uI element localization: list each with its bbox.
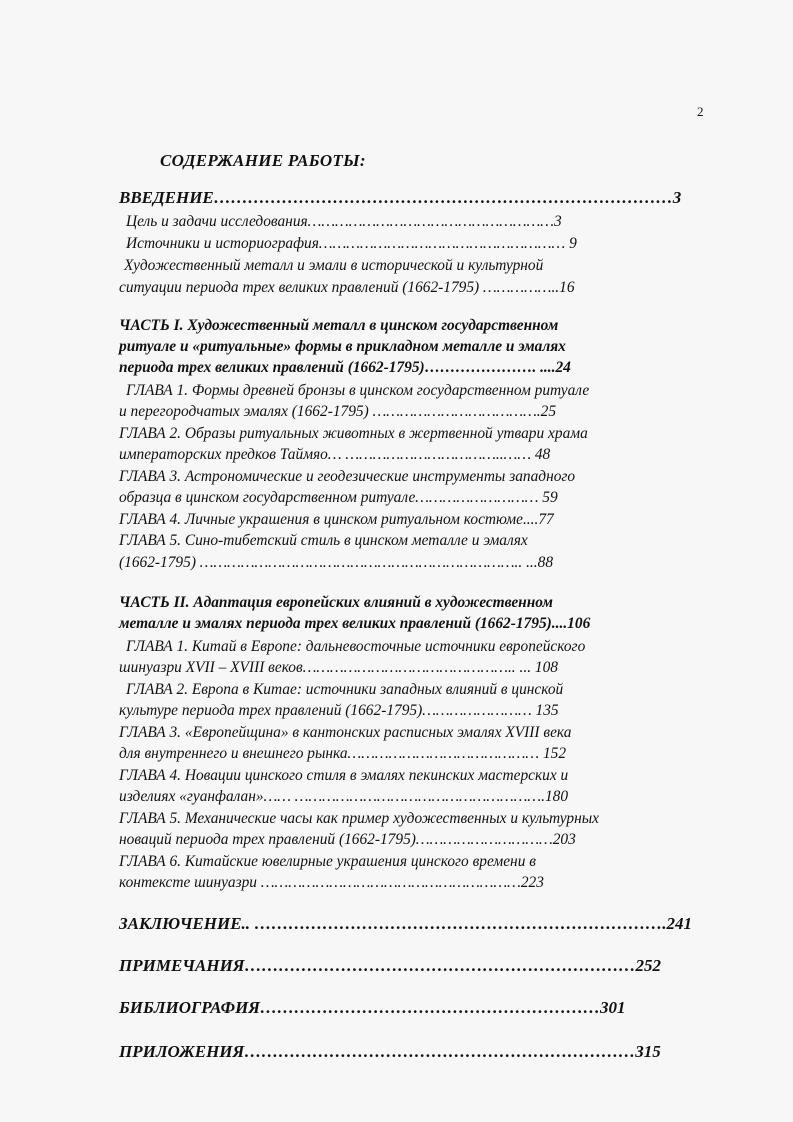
toc-chapter: ГЛАВА 2. Образы ритуальных животных в жертвенной утвари храма bbox=[119, 425, 588, 442]
toc-chapter: ГЛАВА 4. Новации цинского стиля в эмалях пекинских мастерских и bbox=[119, 767, 569, 784]
toc-conclusion: ЗАКЛЮЧЕНИЕ.. ……………………………………………………………….241 bbox=[119, 914, 693, 933]
toc-chapter: (1662-1795) …………………………………………………………….. ...88 bbox=[119, 554, 554, 571]
toc-part2-heading: ЧАСТЬ II. Адаптация европейских влияний в художественном bbox=[119, 594, 553, 611]
toc-chapter: ГЛАВА 5. Сино-тибетский стиль в цинском металле и эмалях bbox=[119, 532, 528, 549]
toc-chapter: ГЛАВА 4. Личные украшения в цинском ритуальном костюме....77 bbox=[119, 511, 554, 528]
toc-chapter: ГЛАВА 3. «Европейщина» в кантонских расписных эмалях XVIII века bbox=[119, 724, 572, 741]
toc-intro-item: Цель и задачи исследования………………………………………………3 bbox=[126, 213, 562, 230]
toc-chapter: ГЛАВА 2. Европа в Китае: источники западных влияний в цинской bbox=[126, 681, 564, 698]
toc-chapter: ГЛАВА 6. Китайские ювелирные украшения цинского времени в bbox=[119, 853, 536, 870]
toc-intro-item: Источники и историография……………………………………………… 9 bbox=[126, 235, 577, 252]
toc-intro-item: ситуации периода трех великих правлений (1662-1795) ……………..16 bbox=[119, 279, 575, 296]
page-title: СОДЕРЖАНИЕ РАБОТЫ: bbox=[160, 151, 366, 170]
toc-chapter: ГЛАВА 5. Механические часы как пример художественных и культурных bbox=[119, 810, 599, 827]
toc-part1-heading: ЧАСТЬ I. Художественный металл в цинском государственном bbox=[119, 317, 559, 334]
toc-intro-item: Художественный металл и эмали в исторической и культурной bbox=[124, 257, 544, 274]
toc-chapter: новаций периода трех правлений (1662-1795)…………………………203 bbox=[119, 831, 576, 848]
toc-chapter: ГЛАВА 3. Астрономические и геодезические инструменты западного bbox=[119, 468, 576, 485]
toc-chapter: для внутреннего и внешнего рынка…………………………………… 152 bbox=[119, 745, 567, 762]
toc-chapter: шинуазри XVII – XVIII веков……………………………………….. ... 108 bbox=[119, 659, 558, 676]
toc-chapter: культуре периода трех правлений (1662-1795)…………………… 135 bbox=[119, 702, 559, 719]
toc-chapter: контексте шинуазри …………………………………………………223 bbox=[119, 874, 544, 891]
toc-intro-heading: ВВЕДЕНИЕ………………………………………………………………………3 bbox=[119, 188, 682, 207]
toc-chapter: императорских предков Таймяо… ……………………………..…… 48 bbox=[119, 446, 551, 463]
toc-notes: ПРИМЕЧАНИЯ……………………………………………………………252 bbox=[119, 956, 661, 975]
toc-chapter: ГЛАВА 1. Китай в Европе: дальневосточные источники европейского bbox=[126, 638, 586, 655]
toc-part1-heading: ритуале и «ритуальные» формы в прикладном металле и эмалях bbox=[119, 338, 566, 355]
toc-appendices: ПРИЛОЖЕНИЯ……………………………………………………………315 bbox=[119, 1042, 661, 1061]
toc-part1-heading: периода трех великих правлений (1662-1795)…………………. ....24 bbox=[119, 359, 571, 376]
toc-chapter: ГЛАВА 1. Формы древней бронзы в цинском государственном ритуале bbox=[126, 382, 590, 399]
toc-chapter: образца в цинском государственном ритуале……………………… 59 bbox=[119, 489, 558, 506]
toc-part2-heading: металле и эмалях периода трех великих правлений (1662-1795)....106 bbox=[119, 615, 591, 632]
page-number: 2 bbox=[697, 104, 704, 119]
toc-chapter: изделиях «гуанфалан»…… ……………………………………………….180 bbox=[119, 788, 569, 805]
toc-chapter: и перегородчатых эмалях (1662-1795) ……………………………….25 bbox=[119, 403, 557, 420]
toc-bibliography: БИБЛИОГРАФИЯ……………………………………………………301 bbox=[119, 998, 626, 1017]
